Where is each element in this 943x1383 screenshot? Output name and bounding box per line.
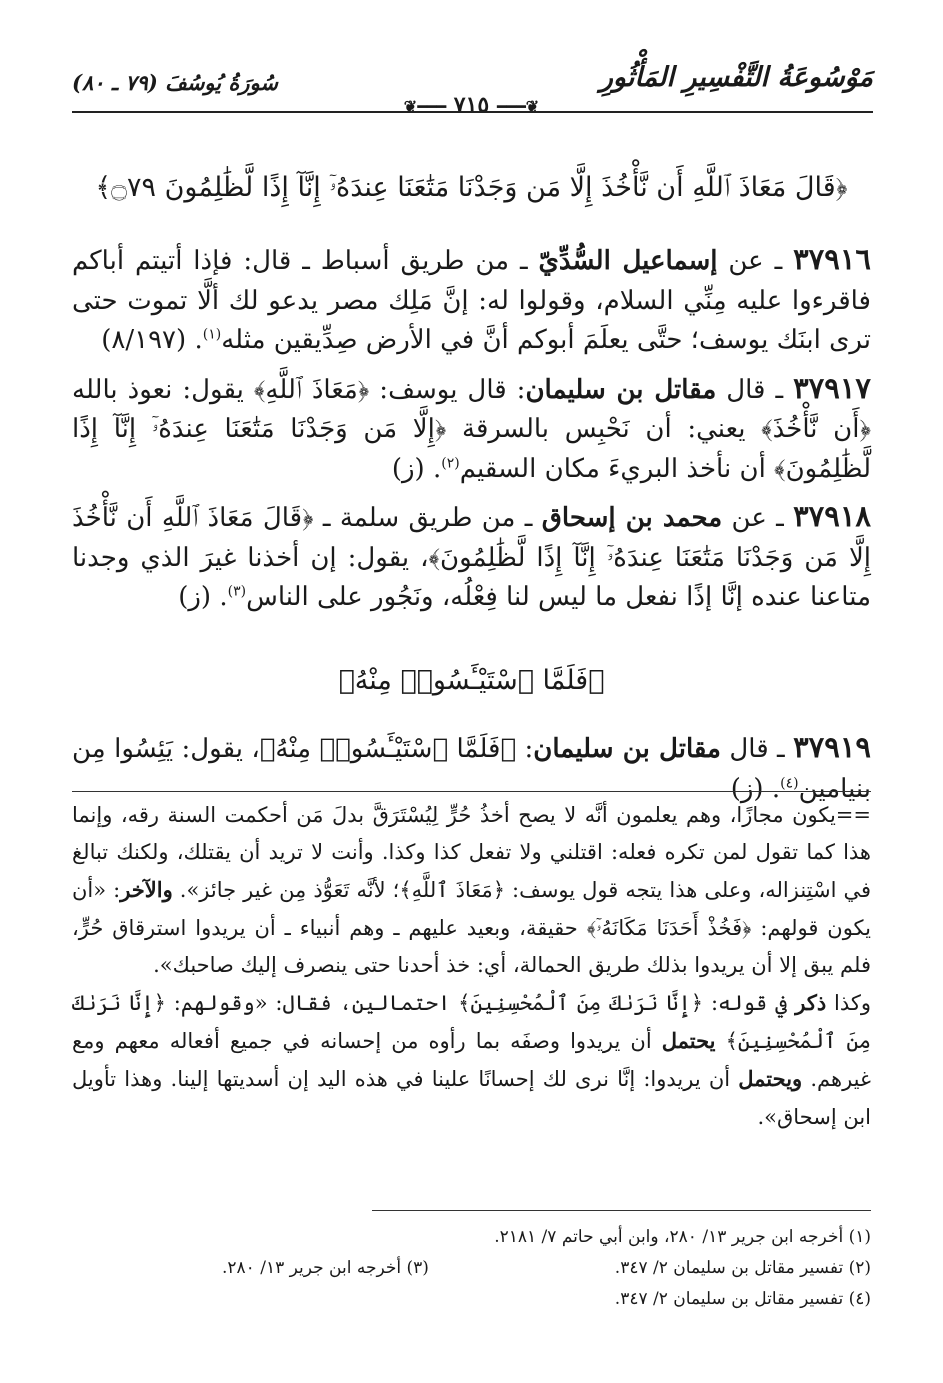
narration-number: ٣٧٩١٨ <box>793 499 871 533</box>
footnote-4: (٤) تفسير مقاتل بن سليمان ٢/ ٣٤٧. <box>614 1289 871 1309</box>
narration-intro: ـ قال <box>716 374 794 405</box>
footnote-row-2 <box>72 1253 871 1284</box>
narration-37917 <box>72 369 871 490</box>
narration-text: ـ من طريق أسباط ـ قال: فإذا أتيتم أباكم فاقرءوا عليه مِنِّي السلام، وقولوا له: إنَّ مَلِك مصر يدعو لك ألَّا تموت حتى ترى ابنَك يوسف؛ حتَّى يعلَمَ أبوكم أنَّ في الأرض صِدِّيقين مثله <box>72 246 871 355</box>
page-number: ٧١٥ <box>453 92 490 118</box>
commentary-text: : «أن يكون قولهم: ﴿فَخُذْ أَحَدَنَا مَكَانَهُۥٓ﴾ حقيقة، وبعيد عليهم ـ وهم أنبياء ـ أن يريدوا استرقاق حُرٍّ، فلم يبق إلا أن يريدوا بذلك طريق الحمالة، أي: خذ أحدنا حتى ينصرف إليك صاحبك». <box>72 878 871 977</box>
narration-intro: ـ عن <box>722 503 794 533</box>
narrator-name: محمد بن إسحاق <box>541 503 723 533</box>
narration-37918 <box>72 497 871 618</box>
narration-37916 <box>72 240 871 361</box>
footnote-3: (٣) أخرجه ابن جرير ١٣/ ٢٨٠. <box>222 1258 429 1278</box>
footnote-row-1 <box>72 1222 871 1253</box>
commentary-keyword: يحتمل <box>661 1028 716 1054</box>
narration-source: . (ز) <box>178 582 228 612</box>
footnote-ref[interactable]: (٣) <box>227 583 247 600</box>
narrator-name: مقاتل بن سليمان <box>533 734 721 764</box>
narration-number: ٣٧٩١٦ <box>793 242 871 276</box>
commentary-paragraph-1 <box>72 797 871 984</box>
footnote-divider <box>372 1210 871 1211</box>
narration-source: . (٨/١٩٧) <box>101 325 203 355</box>
footnote-2: (٢) تفسير مقاتل بن سليمان ٢/ ٣٤٧. <box>614 1258 871 1278</box>
footnotes-block <box>72 1222 871 1315</box>
commentary-text: في قوله: ﴿إِنَّا نَرَىٰكَ مِنَ ٱلْمُحْسِنِينَ﴾ احتمالين، فقال: «وقولهم: ﴿إِنَّا نَرَىٰكَ مِنَ ٱلْمُحْسِنِينَ﴾ <box>72 991 872 1054</box>
narrations-block <box>72 240 871 626</box>
commentary-text: ==يكون مجازًا، وهم يعلمون أنَّه لا يصح أخذُ حُرٍّ لِيُسْتَرَقَّ بدلَ مَن أحكمت السنة رقه، وإنما هذا كما تقول لمن تكره فعله: اقتلني ولا تفعل كذا وكذا. وأنت لا تريد أن يقتلك، ولكنك تبالغ في اسْتِنزاله، وعلى هذا يتجه قول يوسف: ﴿مَعَاذَ ٱللَّهِ﴾؛ لأنَّه تَعَوُّذ مِن غير جائز». <box>72 803 871 903</box>
narration-intro: ـ قال <box>720 734 794 764</box>
verse-heading-79: ﴿قَالَ مَعَاذَ ٱللَّهِ أَن نَّأْخُذَ إِلَّا مَن وَجَدْنَا مَتَٰعَنَا عِندَهُۥٓ إِنَّآ إِذًا لَّظَٰلِمُونَ ۝٧٩﴾ <box>95 172 848 203</box>
footnote-1: (١) أخرجه ابن جرير ١٣/ ٢٨٠، وابن أبي حاتم ٧/ ٢١٨١. <box>494 1227 871 1247</box>
book-title: مَوْسُوعَةُ التَّفْسِيرِ المَأْثُورِ <box>599 62 873 93</box>
page-number-block <box>0 92 943 118</box>
commentary-text: أن يريدوا: إنَّا نرى لك إحسانًا علينا في هذه اليد إن أسديتها إلينا. وهذا تأويل ابن إسحاق». <box>72 1067 871 1129</box>
narration-text: : قال يوسف: ﴿مَعَاذَ ٱللَّهِ﴾ يقول: نعوذ بالله ﴿أَن نَّأْخُذَ﴾ يعني: أن نَحْبِس بالسرقة ﴿إِلَّا مَن وَجَدْنَا مَتَٰعَنَا عِندَهُۥٓ إِنَّآ إِذًا لَّظَٰلِمُونَ﴾ أن نأخذ البريءَ مكان السقيم <box>72 374 871 484</box>
verse-heading-80: ﴿فَلَمَّا ٱسْتَيْـَٔسُوا۟ مِنْهُ﴾ <box>338 665 605 696</box>
footnote-row-3 <box>72 1284 871 1315</box>
footnote-ref[interactable]: (١) <box>202 326 222 343</box>
commentary-divider <box>72 791 871 792</box>
narration-number: ٣٧٩١٩ <box>793 730 871 764</box>
narration-source: . (ز) <box>730 773 781 804</box>
commentary-text: وكذا <box>826 991 872 1016</box>
narration-text: : ﴿فَلَمَّا ٱسْتَيْـَٔسُوا۟ مِنْهُ﴾، يقول: يَئِسُوا مِن بنيامين <box>72 734 871 804</box>
commentary-text: أن يريدوا وصفَه بما رأوه من إحسانه في جميع أفعاله معهم ومع غيرهم. <box>72 1029 871 1092</box>
surah-label: سُورَةُ يُوسُفَ (٧٩ ـ ٨٠) <box>72 70 279 95</box>
narration-source: . (ز) <box>391 453 442 484</box>
header-rule <box>72 111 873 113</box>
commentary-block <box>72 797 871 1136</box>
narrator-name: مقاتل بن سليمان <box>525 374 717 405</box>
ornament-left-icon: ❦━━━ <box>403 97 447 116</box>
ornament-right-icon: ━━━❦ <box>496 97 540 116</box>
commentary-keyword: والآخر <box>120 877 173 903</box>
commentary-paragraph-2 <box>72 984 871 1136</box>
narration-intro: ـ عن <box>717 246 794 276</box>
footnote-ref[interactable]: (٢) <box>441 454 460 471</box>
narrator-name: إسماعيل السُّدِّيّ <box>538 246 718 276</box>
footnote-ref[interactable]: (٤) <box>780 774 799 791</box>
commentary-keyword: ويحتمل <box>738 1066 803 1092</box>
narration-text: ـ من طريق سلمة ـ ﴿قَالَ مَعَاذَ ٱللَّهِ أَن نَّأْخُذَ إِلَّا مَن وَجَدْنَا مَتَٰعَنَا عِندَهُۥٓ إِنَّآ إِذًا لَّظَٰلِمُونَ﴾، يقول: إن أخذنا غيرَ الذي وجدنا متاعنا عنده إنَّا إذًا نفعل ما ليس لنا فِعْلُه، ونَجُور على الناس <box>72 503 871 612</box>
commentary-keyword: ذكر <box>795 990 827 1016</box>
narration-number: ٣٧٩١٧ <box>793 370 871 405</box>
